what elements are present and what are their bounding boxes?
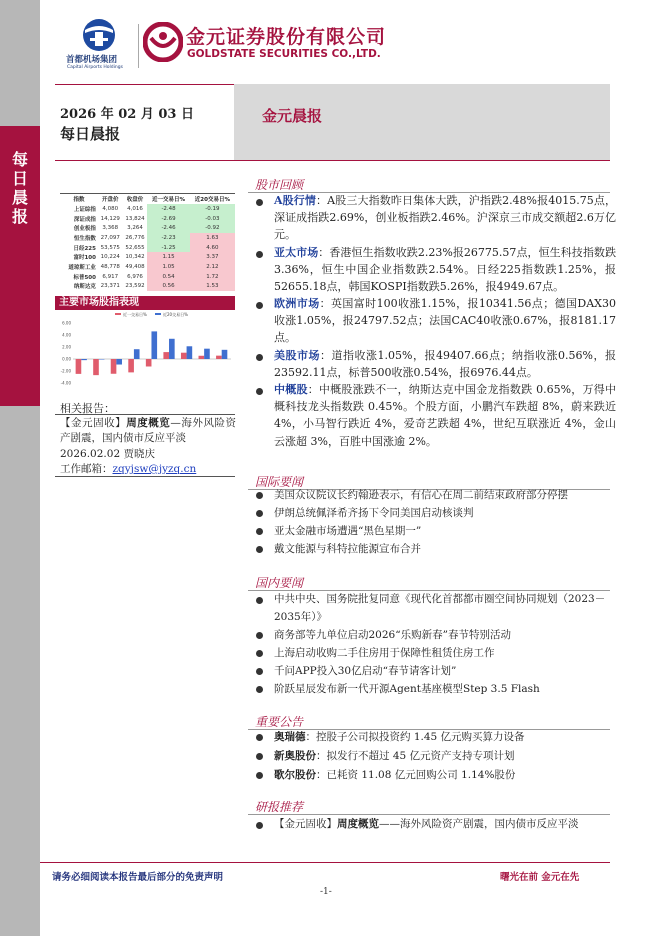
open-price: 10,224 [100,254,120,261]
research-section-title: 研报推荐 [255,800,304,814]
bullet-icon [256,388,263,395]
market-item-asia [274,244,616,296]
change-20d: 1.53 [190,282,235,292]
y-tick-label: 4.00 [62,332,71,338]
announce-item[interactable] [274,748,515,763]
related-bold: 周度概览 [126,417,171,429]
report-title: 每日晨报 [60,125,121,143]
related-date: 2026.02.02 贾晓庆 [60,448,155,460]
logo-divider [138,24,139,68]
close-price: 3,264 [127,225,143,232]
change-1d: -2.46 [147,223,189,233]
bar-d20 [151,331,157,359]
change-20d: 1.63 [190,233,235,243]
change-1d: 0.54 [147,272,189,282]
intl-section-title: 国际要闻 [255,475,304,489]
report-name-box [234,84,610,160]
airport-logo-en: Capital Airports Holdings [67,65,123,70]
domestic-news-item[interactable]: 商务部等九单位启动2026“乐购新春”春节特别活动 [274,629,511,641]
table-row [60,214,235,224]
legend-label: 近20交易日% [163,312,188,317]
bullet-icon [256,597,263,604]
perf-chart-heading: 主要市场股指表现 [55,296,235,310]
market-key: 中概股 [274,383,308,396]
email-label: 工作邮箱： [60,463,113,475]
footer-slogan: 曙光在前 金元在先 [500,872,580,883]
bullet-icon [256,772,263,779]
change-1d: 0.56 [147,282,189,292]
research-prefix: 【金元固收】 [274,818,337,830]
bar-d20 [187,346,193,359]
bullet-icon [256,734,263,741]
change-20d: 1.72 [190,272,235,282]
change-1d: -2.23 [147,233,189,243]
col-header: 收盘价 [126,196,144,203]
col-header: 开盘价 [102,196,119,203]
change-20d: -0.19 [190,204,235,214]
table-row [60,243,235,253]
domestic-news-item[interactable]: 中共中央、国务院批复同意《现代化首都都市圈空间协同规划（2023－2035年）》 [274,593,606,623]
market-text: ：A股三大指数昨日集体大跌，沪指跌2.48%报4015.75点，深证成指跌2.69%，创业板指跌2.46%。沪深京三市成交额超2.6万亿元。 [274,194,616,242]
announce-company: 歌尔股份 [274,769,316,781]
change-1d: 1.15 [147,252,189,262]
table-row [60,223,235,233]
bar-d20 [169,339,175,359]
y-tick-label: 6.00 [62,320,71,326]
domestic-section-title: 国内要闻 [255,576,304,590]
intl-news-item[interactable]: 戴文能源与科特拉能源宣布合并 [274,543,421,555]
change-20d: 4.60 [190,243,235,253]
index-name: 深证成指 [73,216,96,223]
close-price: 49,408 [125,263,145,270]
research-rest: ——海外风险资产剧震，国内债市反应平淡 [379,818,579,830]
bullet-icon [256,354,263,361]
index-name: 纳斯达克 [73,284,96,291]
company-name-en: GOLDSTATE SECURITIES CO.,LTD. [187,48,381,60]
index-name: 上证综指 [73,206,96,213]
change-20d: 3.37 [190,252,235,262]
related-report[interactable] [60,416,236,446]
open-price: 48,778 [100,263,120,270]
market-text: ：香港恒生指数收跌2.23%报26775.57点，恒生科技指数跌3.36%，恒生中国企业指数跌2.54%。日经225指数跌1.25%，报52655.18点，韩国KOSPI指数跌5.26%，报4949.67点。 [274,246,616,294]
index-name: 日经225 [73,245,96,252]
change-20d: -0.92 [190,223,235,233]
intl-news-item[interactable]: 美国众议院议长约翰逊表示，有信心在周二前结束政府部分停摆 [274,489,568,501]
market-key: 亚太市场 [274,246,319,259]
change-1d: -2.69 [147,214,189,224]
y-tick-label: -4.00 [60,380,71,386]
legend-swatch-1d [115,313,121,315]
index-name: 恒生指数 [73,235,96,242]
table-row [60,233,235,243]
legend-swatch-20d [155,313,161,315]
table-header-row [60,193,235,204]
change-20d: 2.12 [190,262,235,272]
bar-d20 [99,359,105,360]
change-20d: -0.03 [190,214,235,224]
bar-d1 [199,356,205,359]
open-price: 6,917 [102,273,119,280]
footer-rule [40,862,610,863]
market-text: ：中概股涨跌不一，纳斯达克中国金龙指数跌 0.65%，万得中概科技龙头指数跌 0.45%。个股方面，小鹏汽车跌超 8%，蔚来跌近 4%，小马智行跌近 4%，爱奇艺跌超 4%，世纪互联涨近 4%，金山云涨超 3%，百胜中国涨逾 2%。 [274,383,616,448]
bullet-icon [256,251,263,258]
market-item-us [274,347,616,381]
bar-d1 [93,359,99,375]
table-row [60,272,235,282]
bullet-icon [256,650,263,657]
related-label: 相关报告： [60,402,115,415]
domestic-news-item[interactable]: 阶跃星辰发布新一代开源Agent基座模型Step 3.5 Flash [274,683,540,695]
bullet-icon [256,492,263,499]
index-name: 标普500 [73,274,96,281]
market-item-a-share [274,192,616,244]
open-price: 27,097 [100,234,120,241]
change-1d: -1.25 [147,243,189,253]
bullet-icon [256,510,263,517]
company-name-cn: 金元证券股份有限公司 [186,26,387,48]
bar-d1 [216,356,222,359]
y-tick-label: 2.00 [62,344,71,350]
legend-label: 近一交易日% [123,312,147,317]
y-tick-label: 0.00 [62,356,71,362]
bar-d20 [134,349,140,359]
y-tick-label: -2.00 [60,368,71,374]
research-item[interactable] [274,815,616,833]
open-price: 3,368 [102,225,119,232]
close-price: 4,016 [127,205,143,212]
bar-d20 [222,350,228,359]
page-number: -1- [320,887,332,897]
announce-section-title: 重要公告 [255,715,304,729]
announce-text: ：已耗资 11.08 亿元回购公司 1.14%股份 [316,769,516,781]
close-price: 6,976 [127,273,143,280]
bar-d20 [204,349,210,359]
col-header: 指数 [73,196,85,203]
change-1d: 1.05 [147,262,189,272]
domestic-news-item[interactable]: 上海启动收购二手住房用于保障性租赁住房工作 [274,647,495,659]
bar-d1 [111,359,117,374]
market-section-title: 股市回顾 [255,178,304,192]
market-key: A股行情 [274,194,317,207]
table-row [60,204,235,214]
table-row [60,262,235,272]
market-item-china-adr [274,381,616,450]
announce-item[interactable] [274,767,515,782]
email-link[interactable]: zqyjsw@jyzq.cn [112,463,197,475]
close-price: 26,776 [125,234,145,241]
airport-emblem-icon [80,18,118,52]
col-header: 近20交易日% [194,196,230,203]
table-row [60,282,235,292]
bar-d1 [146,359,152,367]
close-price: 13,824 [125,215,145,222]
announce-text: ：拟发行不超过 45 亿元资产支持专项计划 [316,750,515,762]
index-name: 道琼斯工业 [68,264,96,271]
bullet-icon [256,668,263,675]
market-text: ：英国富时100收涨1.15%，报10341.56点；德国DAX30收涨1.05%，报24797.52点；法国CAC40收涨0.67%，报8181.17点。 [274,297,616,345]
bullet-icon [256,199,263,206]
bar-d20 [81,359,87,360]
market-key: 美股市场 [274,349,321,362]
email-row [60,461,196,476]
research-bold: 周度概览 [337,818,379,830]
related-prefix: 【金元固收】 [60,417,127,429]
bar-d1 [181,353,187,359]
index-name: 创业板指 [73,226,96,233]
index-name: 富时100 [73,255,96,262]
bar-d1 [128,359,134,372]
report-date: 2026 年 02 月 03 日 [60,107,194,122]
announce-company: 新奥股份 [274,750,316,762]
market-text: ：道指收涨1.05%，报49407.66点；纳指收涨0.56%，报23592.11点，标普500收涨0.54%，报6976.44点。 [274,349,617,380]
goldstate-logo-icon [143,22,183,62]
bullet-icon [256,753,263,760]
announce-company: 奥瑞德 [274,731,306,743]
bullet-icon [256,302,263,309]
table-row [60,252,235,262]
index-table [60,193,235,291]
market-key: 欧洲市场 [274,297,320,310]
close-price: 10,342 [125,254,145,261]
index-table-body [60,204,235,291]
email-separator [55,476,235,477]
open-price: 23,371 [100,283,120,290]
bar-d1 [163,352,169,359]
perf-chart [55,311,235,397]
airport-logo [58,18,148,72]
bullet-icon [256,822,263,829]
domestic-news-item[interactable]: 千问APP投入30亿启动“春节请客计划” [274,665,457,677]
announce-text: ：控股子公司拟投资约 1.45 亿元购买算力设备 [305,731,525,743]
open-price: 53,575 [100,244,120,251]
bullet-icon [256,686,263,693]
airport-logo-cn: 首都机场集团 [66,55,118,65]
market-item-europe [274,295,616,347]
bar-d20 [116,359,122,365]
intl-news-item[interactable]: 伊朗总统佩泽希齐扬下令同美国启动核谈判 [274,507,474,519]
open-price: 14,129 [100,215,120,222]
close-price: 52,655 [125,244,145,251]
bar-d1 [76,359,82,374]
header-bottom-rule [55,160,610,161]
footer-disclaimer: 请务必细阅读本报告最后部分的免责声明 [52,872,224,883]
side-label: 每日晨报 [11,150,28,226]
related-rest: —海外风险资产剧震，国内债市反应平淡 [60,417,237,444]
col-header: 近一交易日% [152,196,186,203]
announce-item[interactable] [274,729,525,744]
report-name: 金元晨报 [262,107,323,125]
intl-news-item[interactable]: 亚太金融市场遭遇“黑色星期一” [274,525,422,537]
bullet-icon [256,632,263,639]
open-price: 4,080 [102,205,119,212]
bullet-icon [256,546,263,553]
close-price: 23,592 [125,283,145,290]
change-1d: -2.48 [147,204,189,214]
bullet-icon [256,528,263,535]
